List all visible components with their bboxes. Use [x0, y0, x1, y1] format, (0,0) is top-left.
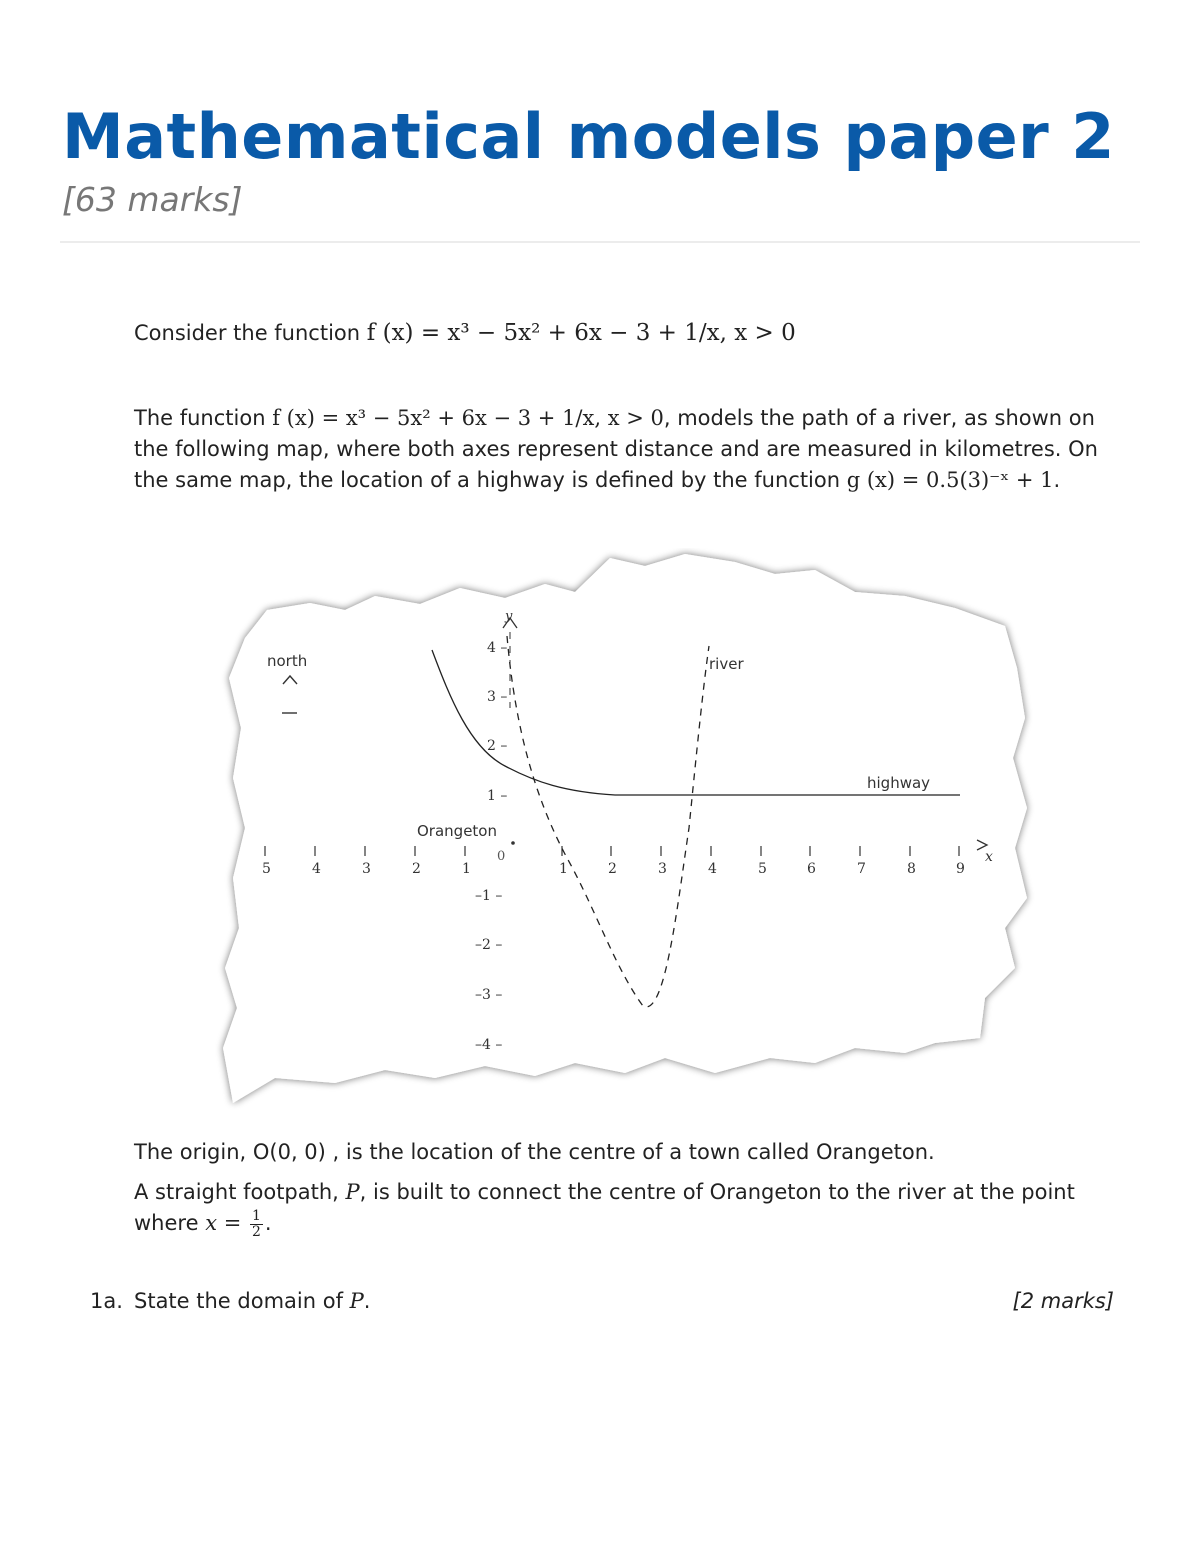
- orangeton-dot: [511, 841, 515, 845]
- x-equals: x =: [205, 1211, 242, 1235]
- x-tick-neg2: 2: [412, 861, 421, 877]
- divider: [60, 241, 1140, 243]
- footpath-end: , is built to connect the centre of Orangeton to the river at the point where: [134, 1180, 1075, 1235]
- half-numerator: 1: [252, 1207, 261, 1224]
- function-g: g (x) = 0.5(3)⁻ˣ + 1: [846, 468, 1054, 492]
- x-tick-7: 7: [857, 861, 866, 877]
- y-tick-1: 1 –: [487, 788, 508, 804]
- one-half-fraction: [250, 1209, 263, 1240]
- y-axis-label: y: [505, 609, 513, 624]
- footpath-start: A straight footpath,: [134, 1180, 339, 1204]
- torn-paper-background: [223, 554, 1027, 1103]
- x-tick-5: 5: [758, 861, 767, 877]
- x-tick-6: 6: [807, 861, 816, 877]
- y-tick-neg2: –2 –: [475, 937, 503, 953]
- x-tick-4: 4: [708, 861, 717, 877]
- x-tick-neg4: 4: [312, 861, 321, 877]
- x-tick-9: 9: [956, 861, 965, 877]
- desc-end: , models the path of a river, as shown on the following map, where both axes represent distance and are measured in kilometres. On the same map, the location of a highway is defined by the function: [134, 406, 1098, 492]
- y-tick-neg3: –3 –: [475, 987, 503, 1003]
- x-tick-1: 1: [559, 861, 568, 877]
- half-denominator: 2: [252, 1223, 261, 1240]
- page-title: Mathematical models paper 2: [62, 100, 1115, 173]
- y-tick-3: 3 –: [487, 689, 508, 705]
- function-f-display: f (x) = x³ − 5x² + 6x − 3 + 1/x, x > 0: [366, 320, 796, 346]
- y-tick-4: 4 –: [487, 640, 508, 656]
- origin-label: 0: [497, 849, 506, 864]
- question-number: 1a.: [90, 1289, 123, 1313]
- y-tick-2: 2 –: [487, 738, 508, 754]
- origin-paragraph: The origin, O(0, 0) , is the location of the centre of a town called Orangeton.: [134, 1140, 935, 1164]
- intro-line: [134, 318, 1124, 349]
- x-tick-neg1: 1: [462, 861, 471, 877]
- description-paragraph: The function f (x) = x³ − 5x² + 6x − 3 + 1/x, x > 0, models the path of a river, as shown on the following map, where both axes represent distance and are measured in kilometres. On the same map, the location of a highway is defined by the function g (x) = 0.5(3)⁻ˣ + 1.: [134, 406, 1098, 492]
- x-tick-2: 2: [608, 861, 617, 877]
- intro-lead: Consider the function: [134, 321, 361, 345]
- question-lead: State the domain of: [134, 1289, 343, 1313]
- footpath-var: P: [345, 1180, 360, 1204]
- question-text: State the domain of P.: [134, 1289, 371, 1313]
- north-label: north: [267, 652, 308, 670]
- x-tick-8: 8: [907, 861, 916, 877]
- river-map-figure: [215, 548, 1040, 1113]
- x-axis-label: x: [985, 849, 993, 865]
- x-tick-neg3: 3: [362, 861, 371, 877]
- x-tick-3: 3: [658, 861, 667, 877]
- total-marks: [63 marks]: [62, 180, 243, 219]
- orangeton-label: Orangeton: [417, 822, 497, 840]
- y-tick-neg1: –1 –: [475, 888, 503, 904]
- question-var: P: [349, 1289, 364, 1313]
- footpath-paragraph: A straight footpath, P, is built to connect the centre of Orangeton to the river at the point where x = $\frac{1}{2}$ .: [134, 1180, 1075, 1240]
- river-label: river: [709, 655, 744, 673]
- function-f-inline: f (x) = x³ − 5x² + 6x − 3 + 1/x, x > 0: [272, 406, 664, 430]
- highway-label: highway: [867, 774, 931, 792]
- question-marks: [2 marks]: [1012, 1289, 1114, 1313]
- desc-start: The function: [134, 406, 266, 430]
- y-tick-neg4: –4 –: [475, 1037, 503, 1053]
- x-tick-neg5: 5: [262, 861, 271, 877]
